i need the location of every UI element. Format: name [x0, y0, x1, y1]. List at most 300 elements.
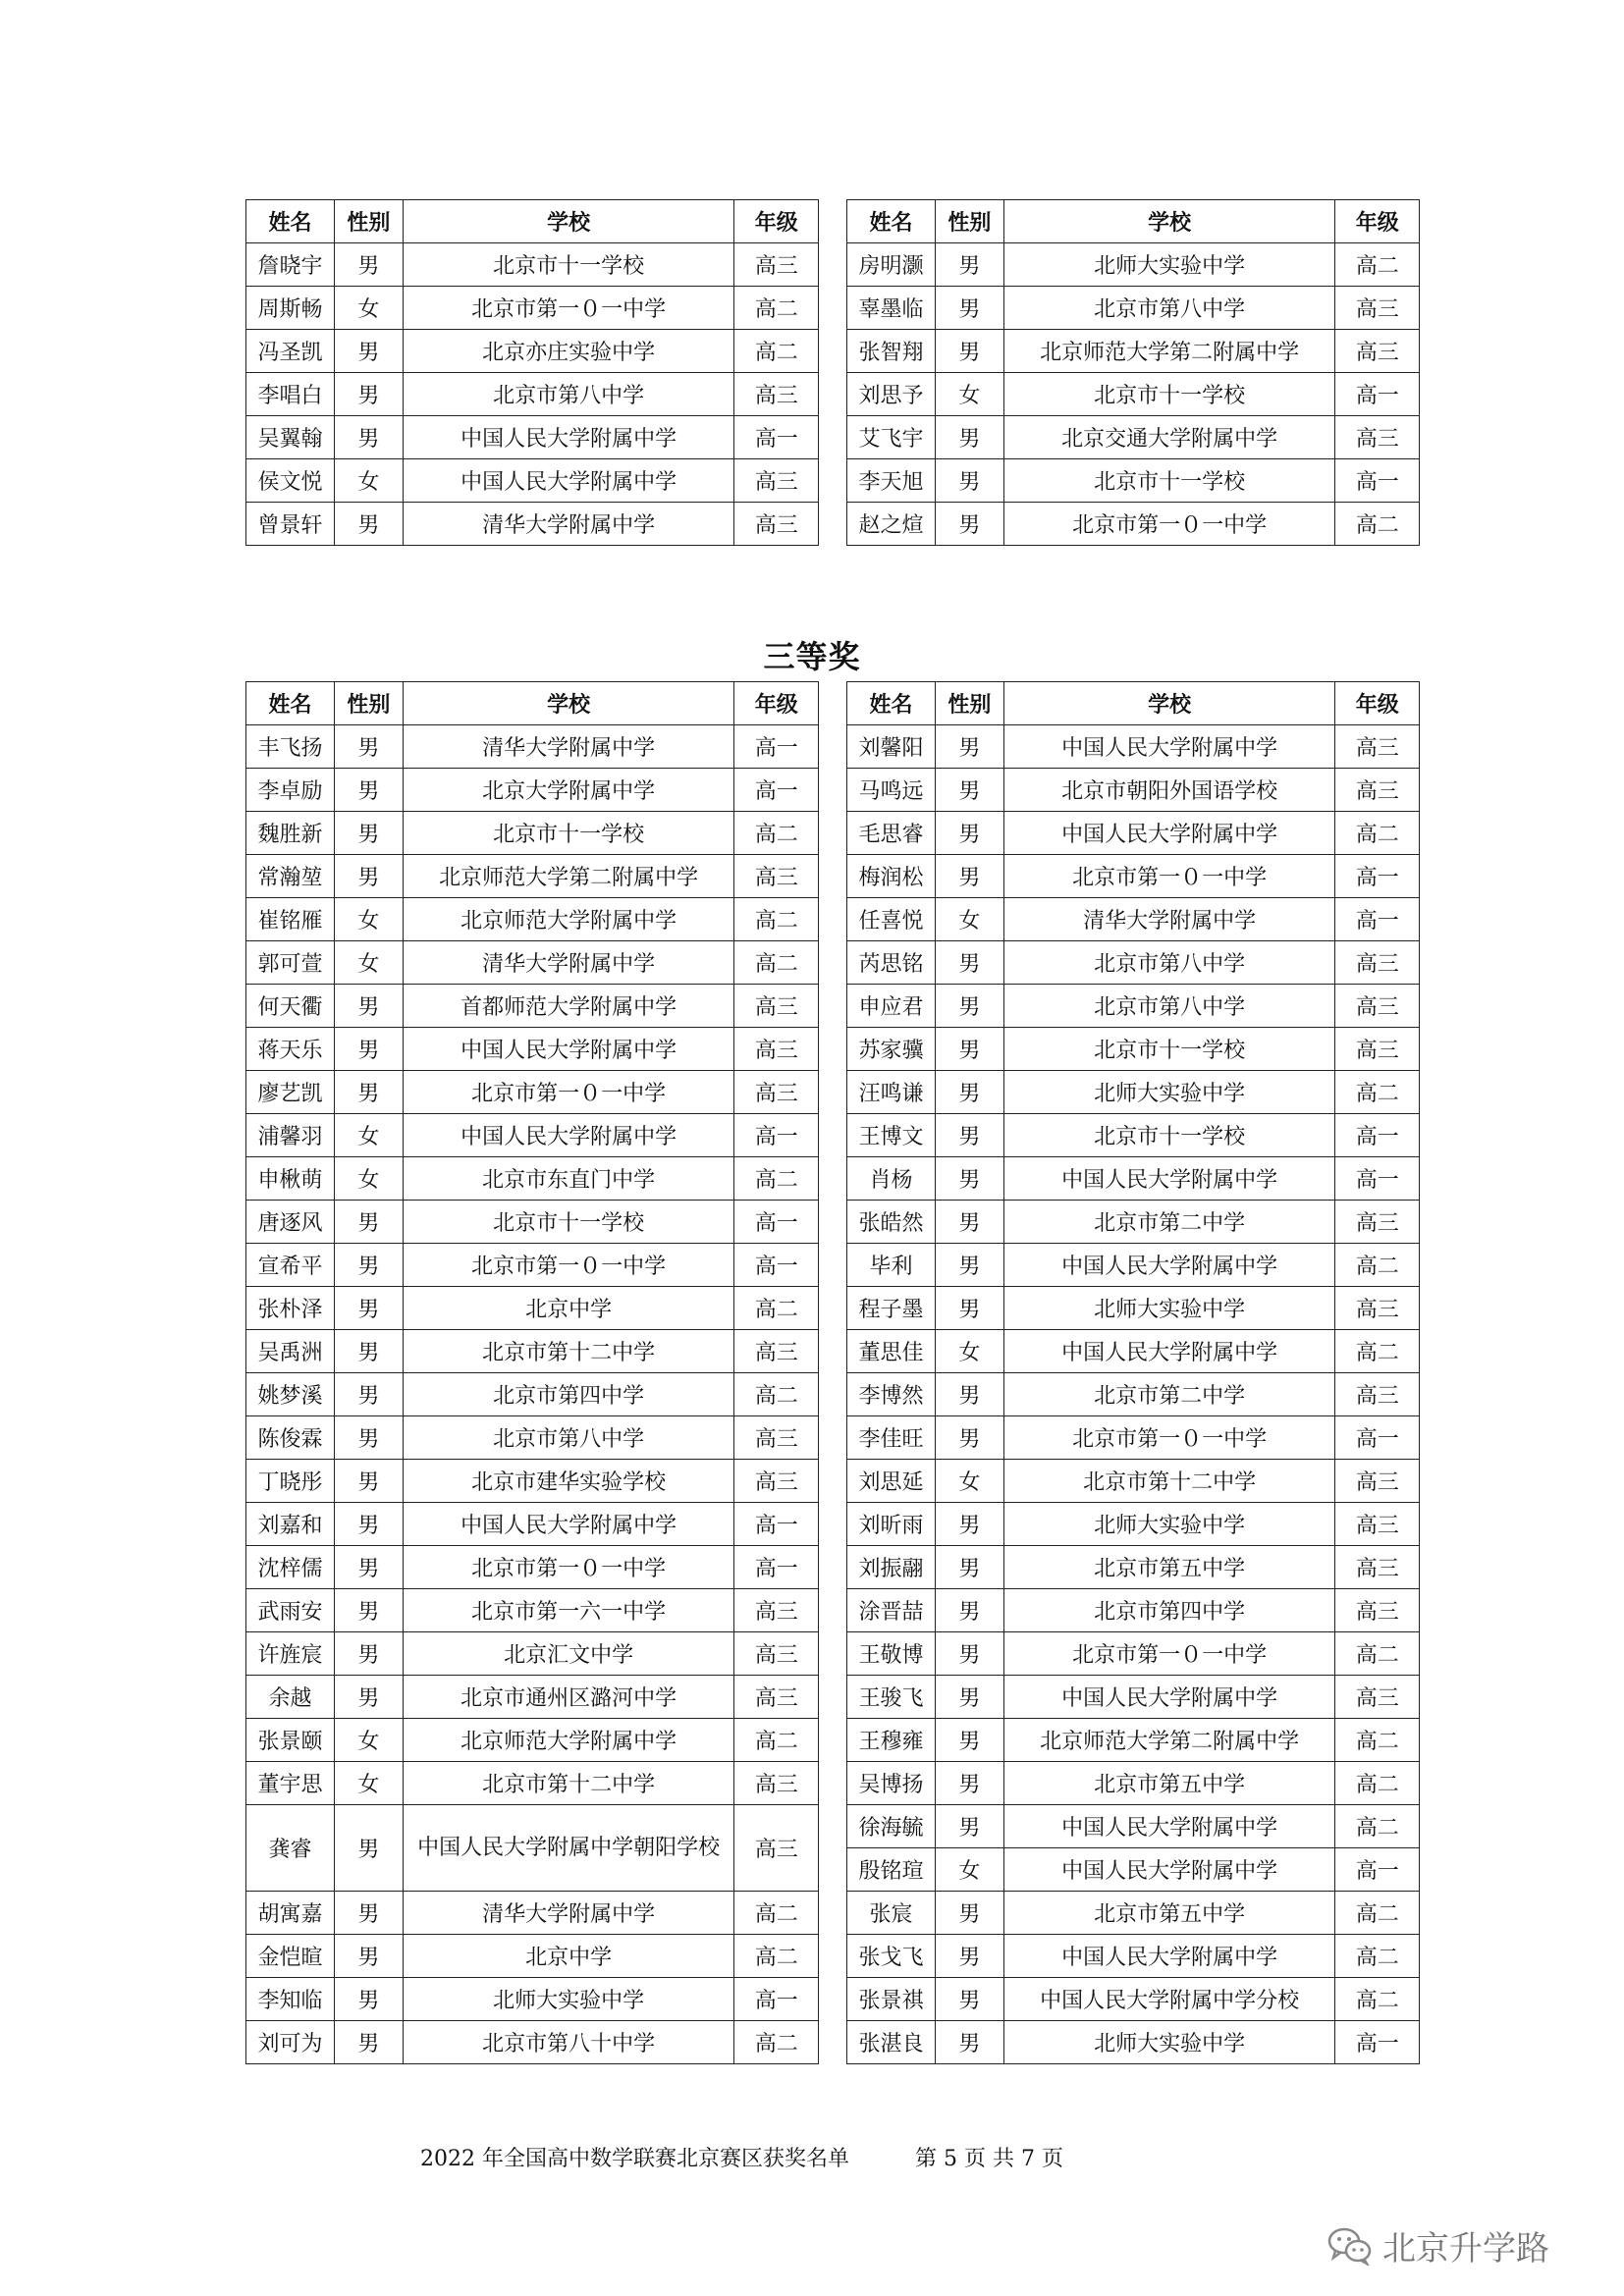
cell-name: 刘振翮: [847, 1546, 936, 1589]
cell-gender: 男: [936, 243, 1004, 287]
cell-name: 刘昕雨: [847, 1503, 936, 1546]
cell-name: 李卓励: [246, 769, 335, 812]
header-name: 姓名: [246, 682, 335, 725]
cell-school: 北京市朝阳外国语学校: [1003, 769, 1335, 812]
cell-grade: 高二: [1335, 1719, 1420, 1762]
cell-gender: 女: [335, 941, 404, 985]
table-row: [847, 1157, 1420, 1201]
table-row: [246, 1719, 819, 1762]
cell-grade: 高一: [734, 416, 819, 459]
table-row: [847, 1460, 1420, 1503]
header-school: 学校: [403, 682, 734, 725]
cell-school: 北京市第二中学: [1003, 1373, 1335, 1416]
cell-name: 余越: [246, 1676, 335, 1719]
cell-name: 张智翔: [847, 330, 936, 373]
cell-name: 武雨安: [246, 1589, 335, 1632]
cell-gender: 男: [335, 1632, 404, 1676]
cell-grade: 高三: [734, 1071, 819, 1114]
cell-grade: 高二: [1335, 1892, 1420, 1935]
cell-grade: 高三: [734, 243, 819, 287]
cell-grade: 高三: [734, 985, 819, 1028]
cell-grade: 高一: [734, 769, 819, 812]
cell-gender: 男: [335, 725, 404, 769]
cell-name: 毕利: [847, 1244, 936, 1287]
cell-grade: 高三: [1335, 330, 1420, 373]
cell-grade: 高三: [734, 1028, 819, 1071]
cell-name: 申楸萌: [246, 1157, 335, 1201]
cell-name: 刘思予: [847, 373, 936, 416]
cell-gender: 男: [335, 1373, 404, 1416]
cell-name: 赵之煊: [847, 503, 936, 546]
cell-name: 王骏飞: [847, 1676, 936, 1719]
table-row: [847, 1546, 1420, 1589]
cell-grade: 高二: [734, 1892, 819, 1935]
cell-school: 北师大实验中学: [1003, 1287, 1335, 1330]
table-row: [246, 812, 819, 855]
table-row: [847, 1071, 1420, 1114]
cell-name: 李博然: [847, 1373, 936, 1416]
cell-grade: 高三: [734, 1589, 819, 1632]
table-row: [847, 898, 1420, 941]
cell-school: 北京市十一学校: [403, 812, 734, 855]
cell-grade: 高三: [734, 855, 819, 898]
cell-school: 北京师范大学附属中学: [403, 898, 734, 941]
cell-gender: 男: [936, 459, 1004, 503]
header-grade: 年级: [734, 200, 819, 243]
cell-gender: 男: [936, 1287, 1004, 1330]
cell-grade: 高三: [1335, 287, 1420, 330]
table-row: [847, 1287, 1420, 1330]
cell-grade: 高二: [1335, 1978, 1420, 2021]
cell-name: 王博文: [847, 1114, 936, 1157]
cell-school: 北京市第一０一中学: [403, 1546, 734, 1589]
table-row: [847, 1028, 1420, 1071]
table-row: [246, 1546, 819, 1589]
cell-gender: 男: [936, 1762, 1004, 1805]
table-row: [246, 1805, 819, 1892]
table-row: [246, 330, 819, 373]
cell-gender: 男: [936, 503, 1004, 546]
cell-gender: 女: [936, 1848, 1004, 1892]
cell-gender: 男: [335, 1892, 404, 1935]
table-row: [847, 287, 1420, 330]
cell-gender: 男: [936, 855, 1004, 898]
cell-grade: 高三: [1335, 1503, 1420, 1546]
table-row: [847, 1589, 1420, 1632]
cell-grade: 高三: [1335, 1676, 1420, 1719]
cell-name: 申应君: [847, 985, 936, 1028]
cell-school: 北京市第八中学: [1003, 287, 1335, 330]
cell-gender: 男: [335, 1805, 404, 1892]
cell-gender: 男: [335, 1978, 404, 2021]
cell-grade: 高三: [734, 1805, 819, 1892]
cell-name: 丁晓彤: [246, 1460, 335, 1503]
roster-table-third-right: [846, 681, 1420, 2064]
cell-name: 任喜悦: [847, 898, 936, 941]
cell-name: 浦馨羽: [246, 1114, 335, 1157]
cell-gender: 男: [936, 1719, 1004, 1762]
cell-gender: 男: [936, 769, 1004, 812]
cell-name: 张湛良: [847, 2021, 936, 2064]
table-row: [847, 1676, 1420, 1719]
cell-school: 北京市第八中学: [1003, 941, 1335, 985]
cell-gender: 男: [335, 1589, 404, 1632]
cell-grade: 高二: [734, 330, 819, 373]
cell-gender: 男: [335, 1460, 404, 1503]
cell-grade: 高二: [734, 941, 819, 985]
table-row: [246, 373, 819, 416]
cell-school: 北京师范大学第二附属中学: [1003, 330, 1335, 373]
cell-grade: 高一: [734, 1244, 819, 1287]
cell-grade: 高一: [1335, 459, 1420, 503]
cell-gender: 男: [936, 2021, 1004, 2064]
cell-grade: 高二: [734, 898, 819, 941]
table-row: [847, 1978, 1420, 2021]
header-gender: 性别: [335, 200, 404, 243]
cell-gender: 女: [335, 1719, 404, 1762]
table-row: [847, 1201, 1420, 1244]
cell-name: 刘馨阳: [847, 725, 936, 769]
cell-gender: 男: [335, 1201, 404, 1244]
cell-school: 中国人民大学附属中学: [403, 1028, 734, 1071]
table-row: [246, 1330, 819, 1373]
table-row: [847, 1719, 1420, 1762]
table-row: [847, 2021, 1420, 2064]
header-grade: 年级: [734, 682, 819, 725]
cell-name: 崔铭雁: [246, 898, 335, 941]
cell-gender: 男: [936, 1114, 1004, 1157]
cell-gender: 男: [936, 1071, 1004, 1114]
cell-gender: 男: [936, 985, 1004, 1028]
cell-grade: 高二: [734, 1935, 819, 1978]
table-row: [246, 1244, 819, 1287]
cell-name: 肖杨: [847, 1157, 936, 1201]
table-row: [246, 1071, 819, 1114]
cell-gender: 男: [936, 1978, 1004, 2021]
cell-grade: 高三: [1335, 416, 1420, 459]
cell-name: 蒋天乐: [246, 1028, 335, 1071]
cell-school: 北京市通州区潞河中学: [403, 1676, 734, 1719]
table-row: [246, 243, 819, 287]
cell-gender: 男: [936, 1676, 1004, 1719]
cell-school: 北京市十一学校: [1003, 373, 1335, 416]
table-row: [847, 1935, 1420, 1978]
cell-school: 北京市建华实验学校: [403, 1460, 734, 1503]
cell-name: 张戈飞: [847, 1935, 936, 1978]
header-row: [847, 200, 1420, 243]
table-row: [847, 1373, 1420, 1416]
cell-gender: 男: [936, 1416, 1004, 1460]
cell-gender: 男: [335, 373, 404, 416]
cell-school: 北京市十一学校: [1003, 1114, 1335, 1157]
cell-school: 北师大实验中学: [1003, 243, 1335, 287]
cell-name: 毛思睿: [847, 812, 936, 855]
cell-grade: 高一: [1335, 1848, 1420, 1892]
cell-name: 沈梓儒: [246, 1546, 335, 1589]
cell-school: 北京大学附属中学: [403, 769, 734, 812]
cell-school: 北京市第五中学: [1003, 1546, 1335, 1589]
cell-grade: 高三: [734, 503, 819, 546]
cell-school: 清华大学附属中学: [1003, 898, 1335, 941]
cell-school: 北师大实验中学: [1003, 2021, 1335, 2064]
cell-grade: 高二: [1335, 1071, 1420, 1114]
table-row: [847, 1848, 1420, 1892]
cell-name: 丰飞扬: [246, 725, 335, 769]
table-row: [246, 725, 819, 769]
cell-school: 北京市第四中学: [1003, 1589, 1335, 1632]
cell-name: 殷铭瑄: [847, 1848, 936, 1892]
cell-name: 张景祺: [847, 1978, 936, 2021]
cell-grade: 高一: [734, 1546, 819, 1589]
cell-grade: 高一: [734, 1503, 819, 1546]
table-row: [847, 769, 1420, 812]
cell-grade: 高二: [734, 287, 819, 330]
cell-name: 王穆雍: [847, 1719, 936, 1762]
cell-grade: 高一: [734, 1978, 819, 2021]
table-row: [246, 855, 819, 898]
cell-grade: 高三: [1335, 1287, 1420, 1330]
cell-grade: 高二: [734, 812, 819, 855]
cell-school: 北京市第一０一中学: [403, 1071, 734, 1114]
cell-school: 中国人民大学附属中学: [1003, 1935, 1335, 1978]
table-row: [847, 1762, 1420, 1805]
cell-school: 中国人民大学附属中学: [1003, 812, 1335, 855]
cell-gender: 女: [335, 898, 404, 941]
cell-gender: 男: [335, 1546, 404, 1589]
cell-gender: 男: [335, 1935, 404, 1978]
cell-gender: 男: [936, 330, 1004, 373]
cell-school: 中国人民大学附属中学: [1003, 1848, 1335, 1892]
cell-school: 北京市第一０一中学: [1003, 1416, 1335, 1460]
cell-school: 北京市第五中学: [1003, 1892, 1335, 1935]
cell-gender: 女: [936, 898, 1004, 941]
cell-gender: 女: [335, 287, 404, 330]
cell-school: 北师大实验中学: [1003, 1503, 1335, 1546]
cell-gender: 男: [335, 1028, 404, 1071]
cell-grade: 高三: [734, 1460, 819, 1503]
watermark-text: 北京升学路: [1382, 2229, 1549, 2269]
cell-gender: 男: [936, 1632, 1004, 1676]
cell-name: 李唱白: [246, 373, 335, 416]
cell-name: 芮思铭: [847, 941, 936, 985]
table-row: [847, 1114, 1420, 1157]
cell-school: 中国人民大学附属中学: [403, 1114, 734, 1157]
cell-school: 中国人民大学附属中学分校: [1003, 1978, 1335, 2021]
wechat-icon: [1327, 2226, 1373, 2266]
cell-school: 中国人民大学附属中学: [403, 416, 734, 459]
cell-name: 詹晓宇: [246, 243, 335, 287]
cell-grade: 高一: [1335, 898, 1420, 941]
cell-gender: 男: [936, 416, 1004, 459]
cell-grade: 高三: [1335, 1589, 1420, 1632]
cell-gender: 男: [936, 1546, 1004, 1589]
cell-grade: 高一: [1335, 855, 1420, 898]
cell-name: 刘可为: [246, 2021, 335, 2064]
cell-grade: 高二: [1335, 243, 1420, 287]
table-row: [847, 725, 1420, 769]
header-row: [246, 682, 819, 725]
cell-gender: 女: [335, 1157, 404, 1201]
table-row: [246, 1416, 819, 1460]
table-row: [246, 1028, 819, 1071]
cell-grade: 高三: [734, 1676, 819, 1719]
cell-gender: 女: [936, 373, 1004, 416]
table-row: [246, 1676, 819, 1719]
cell-gender: 男: [335, 855, 404, 898]
table-row: [246, 1503, 819, 1546]
table-row: [246, 1373, 819, 1416]
cell-gender: 男: [936, 1935, 1004, 1978]
header-grade: 年级: [1335, 682, 1420, 725]
header-name: 姓名: [246, 200, 335, 243]
cell-gender: 男: [936, 1201, 1004, 1244]
table-row: [246, 459, 819, 503]
cell-school: 北京市第四中学: [403, 1373, 734, 1416]
cell-grade: 高三: [734, 373, 819, 416]
cell-school: 北京市第八中学: [1003, 985, 1335, 1028]
table-row: [246, 1287, 819, 1330]
cell-school: 中国人民大学附属中学: [1003, 1244, 1335, 1287]
cell-school: 北京师范大学第二附属中学: [403, 855, 734, 898]
cell-school: 北京市第十二中学: [403, 1330, 734, 1373]
cell-grade: 高三: [1335, 769, 1420, 812]
table-row: [847, 855, 1420, 898]
cell-grade: 高三: [1335, 725, 1420, 769]
cell-gender: 女: [936, 1460, 1004, 1503]
cell-name: 董思佳: [847, 1330, 936, 1373]
cell-grade: 高二: [1335, 1935, 1420, 1978]
header-school: 学校: [1003, 682, 1335, 725]
cell-grade: 高二: [734, 1719, 819, 1762]
header-grade: 年级: [1335, 200, 1420, 243]
cell-school: 北京市第二中学: [1003, 1201, 1335, 1244]
cell-name: 张皓然: [847, 1201, 936, 1244]
cell-school: 北京师范大学第二附属中学: [1003, 1719, 1335, 1762]
cell-grade: 高三: [1335, 1028, 1420, 1071]
cell-school: 北京市东直门中学: [403, 1157, 734, 1201]
cell-gender: 男: [335, 416, 404, 459]
table-row: [847, 1330, 1420, 1373]
cell-name: 马鸣远: [847, 769, 936, 812]
cell-name: 刘思延: [847, 1460, 936, 1503]
table-row: [246, 416, 819, 459]
header-name: 姓名: [847, 200, 936, 243]
header-name: 姓名: [847, 682, 936, 725]
header-gender: 性别: [335, 682, 404, 725]
roster-table-top-right: [846, 199, 1420, 546]
cell-gender: 女: [335, 1114, 404, 1157]
cell-grade: 高三: [1335, 1460, 1420, 1503]
cell-name: 董宇思: [246, 1762, 335, 1805]
watermark: [1327, 2221, 1549, 2269]
cell-gender: 男: [335, 1676, 404, 1719]
cell-school: 北京市第一六一中学: [403, 1589, 734, 1632]
header-gender: 性别: [936, 200, 1004, 243]
cell-grade: 高二: [734, 1157, 819, 1201]
table-row: [246, 1157, 819, 1201]
cell-gender: 男: [335, 1330, 404, 1373]
table-row: [847, 1632, 1420, 1676]
table-row: [246, 1589, 819, 1632]
cell-name: 程子墨: [847, 1287, 936, 1330]
table-row: [246, 1632, 819, 1676]
cell-school: 清华大学附属中学: [403, 725, 734, 769]
cell-name: 许旌宸: [246, 1632, 335, 1676]
table-row: [246, 503, 819, 546]
header-gender: 性别: [936, 682, 1004, 725]
cell-gender: 男: [335, 1071, 404, 1114]
cell-name: 吴禹洲: [246, 1330, 335, 1373]
cell-name: 房明灏: [847, 243, 936, 287]
cell-school: 北京交通大学附属中学: [1003, 416, 1335, 459]
table-row: [246, 1460, 819, 1503]
cell-gender: 男: [936, 812, 1004, 855]
cell-gender: 男: [335, 330, 404, 373]
table-row: [246, 941, 819, 985]
cell-gender: 男: [335, 1287, 404, 1330]
cell-school: 北师大实验中学: [403, 1978, 734, 2021]
table-row: [847, 941, 1420, 985]
cell-grade: 高一: [734, 1201, 819, 1244]
cell-school: 北京市第一０一中学: [1003, 503, 1335, 546]
cell-grade: 高三: [1335, 941, 1420, 985]
cell-grade: 高一: [1335, 373, 1420, 416]
cell-school: 北京亦庄实验中学: [403, 330, 734, 373]
table-row: [847, 1503, 1420, 1546]
header-school: 学校: [1003, 200, 1335, 243]
cell-gender: 男: [335, 1503, 404, 1546]
cell-school: 北京市第一０一中学: [1003, 1632, 1335, 1676]
table-row: [847, 1416, 1420, 1460]
cell-school: 北京市第一０一中学: [403, 287, 734, 330]
cell-grade: 高二: [1335, 1805, 1420, 1848]
cell-grade: 高二: [1335, 1632, 1420, 1676]
cell-gender: 女: [936, 1330, 1004, 1373]
table-row: [847, 416, 1420, 459]
cell-name: 张宸: [847, 1892, 936, 1935]
cell-school: 北师大实验中学: [1003, 1071, 1335, 1114]
cell-name: 胡寓嘉: [246, 1892, 335, 1935]
cell-gender: 男: [936, 1805, 1004, 1848]
cell-gender: 女: [335, 1762, 404, 1805]
header-row: [847, 682, 1420, 725]
cell-school: 清华大学附属中学: [403, 1892, 734, 1935]
cell-grade: 高一: [734, 725, 819, 769]
cell-gender: 男: [936, 725, 1004, 769]
table-row: [246, 1935, 819, 1978]
table-row: [246, 1892, 819, 1935]
cell-school: 北京市第八中学: [403, 373, 734, 416]
cell-grade: 高三: [1335, 1201, 1420, 1244]
cell-name: 李佳旺: [847, 1416, 936, 1460]
cell-school: 北京中学: [403, 1287, 734, 1330]
cell-gender: 男: [936, 941, 1004, 985]
table-row: [847, 243, 1420, 287]
cell-school: 中国人民大学附属中学朝阳学校: [403, 1805, 734, 1892]
cell-gender: 男: [335, 769, 404, 812]
cell-name: 刘嘉和: [246, 1503, 335, 1546]
cell-school: 北京市十一学校: [403, 1201, 734, 1244]
cell-gender: 男: [335, 1244, 404, 1287]
cell-name: 金恺暄: [246, 1935, 335, 1978]
cell-name: 辜墨临: [847, 287, 936, 330]
cell-name: 张朴泽: [246, 1287, 335, 1330]
cell-gender: 男: [936, 1892, 1004, 1935]
table-row: [246, 769, 819, 812]
cell-grade: 高三: [734, 1330, 819, 1373]
cell-grade: 高一: [1335, 1114, 1420, 1157]
cell-gender: 男: [335, 503, 404, 546]
